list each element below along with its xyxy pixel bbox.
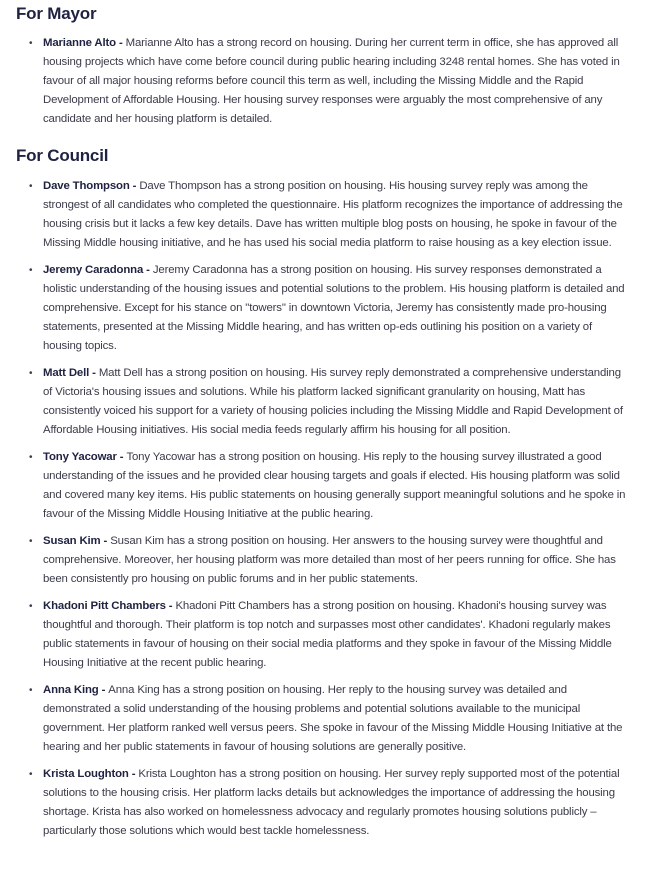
candidate-item: [29, 681, 646, 757]
name-separator: -: [115, 37, 126, 49]
candidate-description: Jeremy Caradonna has a strong position on housing. His survey responses demonstrated a holistic understanding of the housing issues and potential solutions to the problem. His housing platform is detailed and comprehensive. Except for his stance on "towers" in downtown Victoria, Jeremy has consistently made pro-housing statements, presented at the Missing Middle hearing, and has written op-eds outlining his position on a variety of housing topics.: [43, 264, 625, 352]
candidate-description: Susan Kim has a strong position on housing. Her answers to the housing survey were thoughtful and comprehensive. Moreover, her housing platform was more detailed than most of her peers running for office. She has been consistently pro housing on public forums and in her public statements.: [43, 535, 616, 585]
council-candidate-list: [16, 177, 646, 841]
candidate-name: Matt Dell: [43, 367, 90, 379]
candidate-description: Tony Yacowar has a strong position on housing. His reply to the housing survey illustrated a good understanding of the issues and he provided clear housing targets and goals if elected. His housing platform was solid and covered many key items. His public statements on housing generally support meaningful solutions and he spoke in favour of the Missing Middle Housing Initiative at the public hearing.: [43, 451, 626, 520]
name-separator: -: [100, 535, 111, 547]
candidate-description: Krista Loughton has a strong position on housing. Her survey reply supported most of the potential solutions to the housing crisis. Her platform lacks details but acknowledges the importance of addressing the housing shortage. Krista has also worked on homelessness advocacy and regularly promotes housing solutions publicly – particularly those solutions which would best tackle homelessness.: [43, 768, 620, 837]
bullet-icon: •: [29, 38, 33, 49]
name-separator: -: [129, 180, 140, 192]
name-separator: -: [165, 600, 176, 612]
name-separator: -: [143, 264, 153, 276]
candidate-description: Khadoni Pitt Chambers has a strong position on housing. Khadoni's housing survey was thoughtful and thorough. Their platform is top notch and surpasses most other candidates'. Khadoni regularly makes public statements in favour of housing on their social media platforms and they spoke in favour of the Missing Middle Housing Initiative at the recent public hearing.: [43, 600, 612, 669]
council-section-heading: For Council: [16, 146, 109, 165]
candidate-item: [29, 597, 646, 673]
name-separator: -: [128, 768, 139, 780]
candidate-name: Krista Loughton: [43, 768, 129, 780]
bullet-icon: •: [29, 181, 33, 192]
candidate-name: Susan Kim: [43, 535, 101, 547]
bullet-icon: •: [29, 452, 33, 463]
candidate-description: Matt Dell has a strong position on housing. His survey reply demonstrated a comprehensive understanding of Victoria's housing issues and solutions. While his platform lacked significant granularity on housing, Matt has consistently voiced his support for a variety of housing policies including the Missing Middle and Rapid Development of Affordable Housing initiatives. His social media feeds regularly affirm his housing for all position.: [43, 367, 623, 436]
candidate-name: Jeremy Caradonna: [43, 264, 144, 276]
bullet-icon: •: [29, 536, 33, 547]
name-separator: -: [89, 367, 99, 379]
candidate-item: [29, 261, 646, 356]
candidate-name: Dave Thompson: [43, 180, 130, 192]
mayor-section-heading: For Mayor: [16, 4, 97, 23]
mayor-candidate-list: [16, 34, 646, 129]
candidate-item: [29, 532, 646, 589]
candidate-item: [29, 765, 646, 841]
candidate-item: [29, 448, 646, 524]
candidate-description: Anna King has a strong position on housing. Her reply to the housing survey was detailed and demonstrated a solid understanding of the housing problems and potential solutions available to the municipal government. Her platform ranked well versus peers. She spoke in favour of the Missing Middle Housing Initiative at the hearing and her public statements in favour of housing solutions are generally positive.: [43, 684, 623, 753]
candidate-name: Tony Yacowar: [43, 451, 117, 463]
bullet-icon: •: [29, 601, 33, 612]
bullet-icon: •: [29, 769, 33, 780]
candidate-item: [29, 177, 646, 253]
name-separator: -: [98, 684, 109, 696]
candidate-item: [29, 34, 646, 129]
name-separator: -: [116, 451, 127, 463]
candidate-name: Anna King: [43, 684, 99, 696]
bullet-icon: •: [29, 685, 33, 696]
candidate-item: [29, 364, 646, 440]
candidate-description: Marianne Alto has a strong record on housing. During her current term in office, she has approved all housing projects which have come before council during public hearing including 3248 rental homes. She has voted in favour of all major housing reforms before council this term as well, including the Missing Middle and the Rapid Development of Affordable Housing. Her housing survey responses were arguably the most comprehensive of any candidate and her housing platform is detailed.: [43, 37, 620, 125]
candidate-description: Dave Thompson has a strong position on housing. His housing survey reply was among the strongest of all candidates who completed the questionnaire. His platform recognizes the importance of addressing the housing crisis but it lacks a few key details. Dave has written multiple blog posts on housing, he spoke in favour of the Missing Middle housing initiative, and he has used his social media platform to raise housing as a key election issue.: [43, 180, 623, 249]
bullet-icon: •: [29, 368, 33, 379]
candidate-name: Marianne Alto: [43, 37, 116, 49]
bullet-icon: •: [29, 265, 33, 276]
candidate-name: Khadoni Pitt Chambers: [43, 600, 166, 612]
